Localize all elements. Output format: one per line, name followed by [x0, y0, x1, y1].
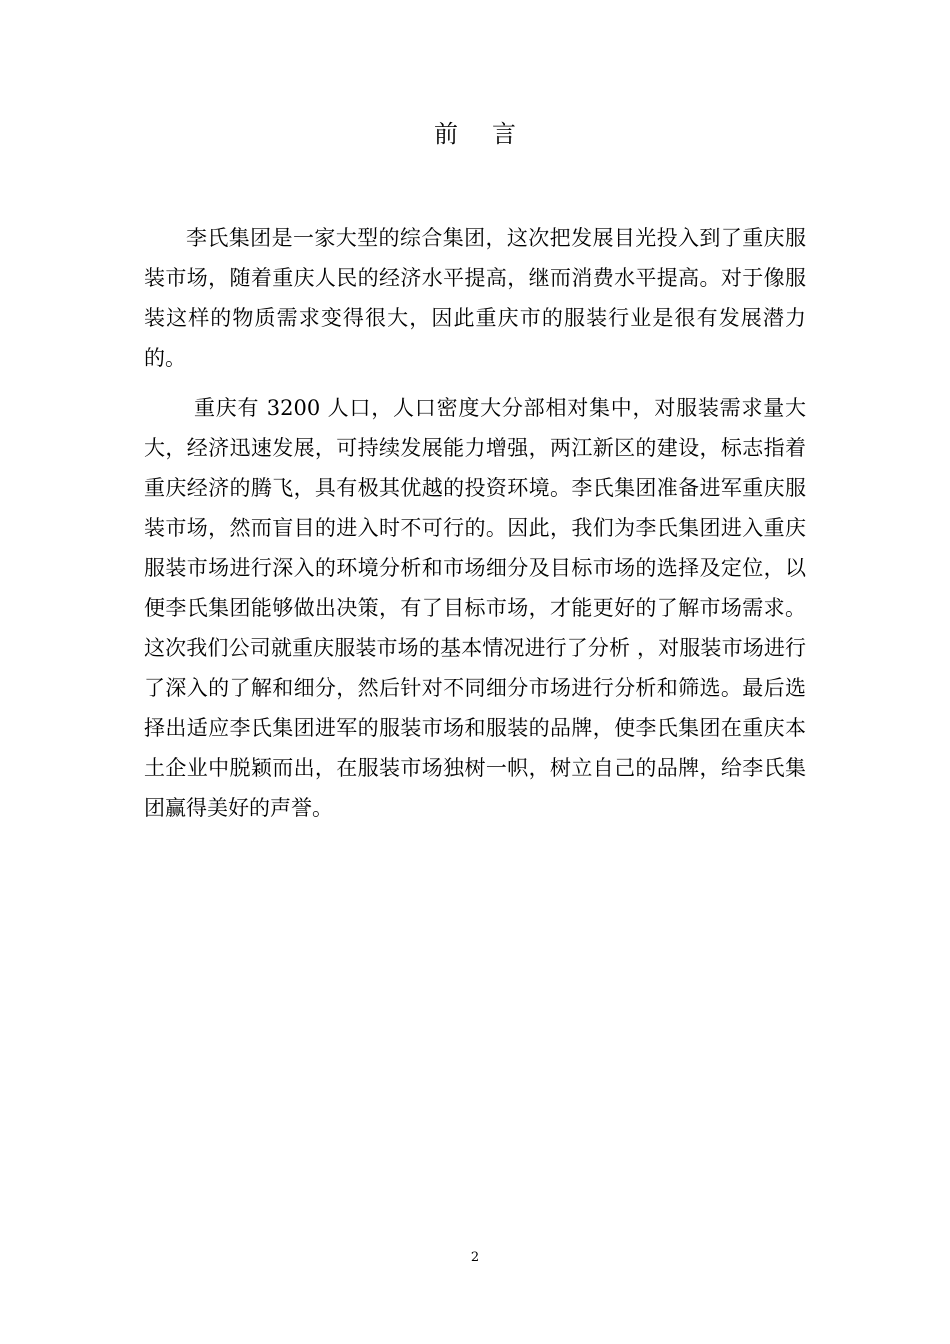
- paragraph-2: 重庆有 3200 人口，人口密度大分部相对集中，对服装需求量大大，经济迅速发展，可持续发展能力增强，两江新区的建设，标志指着重庆经济的腾飞，具有极其优越的投资环境。李氏集团准备进军重庆服装市场，然而盲目的进入时不可行的。因此，我们为李氏集团进入重庆服装市场进行深入的环境分析和市场细分及目标市场的选择及定位，以便李氏集团能够做出决策，有了目标市场，才能更好的了解市场需求。这次我们公司就重庆服装市场的基本情况进行了分析 ，对服装市场进行了深入的了解和细分，然后针对不同细分市场进行分析和筛选。最后选择出适应李氏集团进军的服装市场和服装的品牌，使李氏集团在重庆本土企业中脱颖而出，在服装市场独树一帜，树立自己的品牌，给李氏集团赢得美好的声誉。: [144, 396, 806, 820]
- page-number: 2: [470, 1250, 480, 1265]
- paragraph-1: 李氏集团是一家大型的综合集团，这次把发展目光投入到了重庆服装市场，随着重庆人民的经济水平提高，继而消费水平提高。对于像服装这样的物质需求变得很大，因此重庆市的服装行业是很有发展潜力的。: [144, 226, 806, 370]
- page-title: 前言: [434, 120, 550, 148]
- body-text: [144, 218, 806, 838]
